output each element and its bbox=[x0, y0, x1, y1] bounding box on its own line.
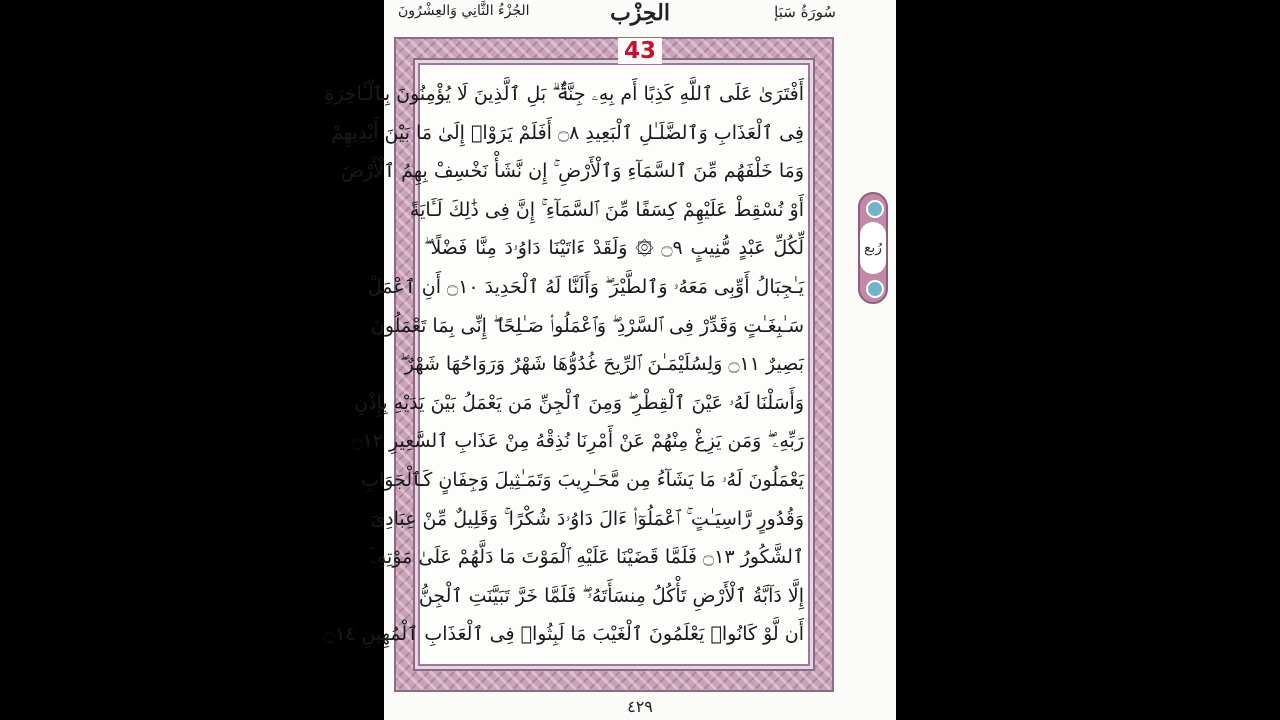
verse-text bbox=[323, 75, 804, 654]
ornament-dot-icon bbox=[866, 280, 884, 298]
text-line: فِى ٱلْعَذَابِ وَٱلضَّلَـٰلِ ٱلْبَعِيدِ ۝٨ أَفَلَمْ يَرَوْا۟ إِلَىٰ مَا بَيْنَ أَيْدِيهِمْ bbox=[331, 121, 804, 144]
text-line: يَعْمَلُونَ لَهُۥ مَا يَشَآءُ مِن مَّحَـٰرِيبَ وَتَمَـٰثِيلَ وَجِفَانٍ كَٱلْجَوَابِ bbox=[361, 468, 804, 491]
text-line: أَن لَّوْ كَانُوا۟ يَعْلَمُونَ ٱلْغَيْبَ مَا لَبِثُوا۟ فِى ٱلْعَذَابِ ٱلْمُهِينِ ۝١٤ bbox=[323, 623, 804, 646]
mushaf-page bbox=[323, 0, 896, 720]
rub-label-box bbox=[860, 222, 886, 274]
hizb-number-text: 43 bbox=[618, 38, 662, 64]
ornament-dot-icon bbox=[866, 200, 884, 218]
hizb-title: الحِزْب bbox=[610, 0, 670, 26]
text-line: وَأَسَلْنَا لَهُۥ عَيْنَ ٱلْقِطْرِ ۖ وَمِنَ ٱلْجِنِّ مَن يَعْمَلُ بَيْنَ يَدَيْهِ بِإِذْنِ bbox=[354, 391, 804, 414]
juz-name: الجُزْءُ الثَّانِي وَالعِشْرُونَ bbox=[398, 3, 530, 19]
ornamental-frame bbox=[323, 37, 834, 692]
text-line: بَصِيرٌ ۝١١ وَلِسُلَيْمَـٰنَ ٱلرِّيحَ غُدُوُّهَا شَهْرٌ وَرَوَاحُهَا شَهْرٌ ۖ bbox=[399, 353, 804, 376]
text-line: رَبِّهِۦ ۖ وَمَن يَزِغْ مِنْهُمْ عَنْ أَمْرِنَا نُذِقْهُ مِنْ عَذَابِ ٱلسَّعِيرِ ۝١٢ bbox=[351, 430, 804, 453]
text-line: وَقُدُورٍ رَّاسِيَـٰتٍ ۚ ٱعْمَلُوٓا۟ ءَالَ دَاوُۥدَ شُكْرًا ۚ وَقَلِيلٌ مِّنْ عِبَادِىَ bbox=[370, 507, 804, 530]
rub-marker bbox=[856, 192, 890, 304]
text-line: إِلَّا دَآبَّةُ ٱلْأَرْضِ تَأْكُلُ مِنسَأَتَهُۥ ۖ فَلَمَّا خَرَّ تَبَيَّنَتِ ٱلْجِنُّ bbox=[418, 584, 804, 607]
text-line: أَفْتَرَىٰ عَلَى ٱللَّهِ كَذِبًا أَم بِهِۦ جِنَّةٌۢ ۗ بَلِ ٱلَّذِينَ لَا يُؤْمِنُونَ بِٱلْـَٔاخِرَةِ bbox=[324, 83, 804, 105]
page-number: ٤٢٩ bbox=[627, 697, 653, 716]
text-line: ٱلشَّكُورُ ۝١٣ فَلَمَّا قَضَيْنَا عَلَيْهِ ٱلْمَوْتَ مَا دَلَّهُمْ عَلَىٰ مَوْتِهِۦٓ bbox=[369, 546, 804, 569]
text-line: لِّكُلِّ عَبْدٍ مُّنِيبٍ ۝٩ ۞ وَلَقَدْ ءَاتَيْنَا دَاوُۥدَ مِنَّا فَضْلًا ۖ bbox=[424, 237, 804, 260]
text-line: يَـٰجِبَالُ أَوِّبِى مَعَهُۥ وَٱلطَّيْرَ ۖ وَأَلَنَّا لَهُ ٱلْحَدِيدَ ۝١٠ أَنِ ٱعْمَلْ bbox=[367, 275, 804, 298]
text-line: أَوْ نُسْقِطْ عَلَيْهِمْ كِسَفًا مِّنَ ٱلسَّمَآءِ ۚ إِنَّ فِى ذَٰلِكَ لَـَٔايَةً bbox=[409, 198, 804, 221]
rub-label: رُبع bbox=[863, 240, 883, 256]
hizb-number bbox=[384, 38, 896, 64]
text-line: وَمَا خَلْفَهُم مِّنَ ٱلسَّمَآءِ وَٱلْأَرْضِ ۚ إِن نَّشَأْ نَخْسِفْ بِهِمُ ٱلْأَرْضَ bbox=[340, 160, 804, 183]
text-line: سَـٰبِغَـٰتٍ وَقَدِّرْ فِى ٱلسَّرْدِ ۖ وَٱعْمَلُوا۟ صَـٰلِحًا ۖ إِنِّى بِمَا تَعْمَلُونَ bbox=[370, 314, 804, 337]
surah-name: سُورَةُ سَبَإ bbox=[774, 3, 836, 21]
